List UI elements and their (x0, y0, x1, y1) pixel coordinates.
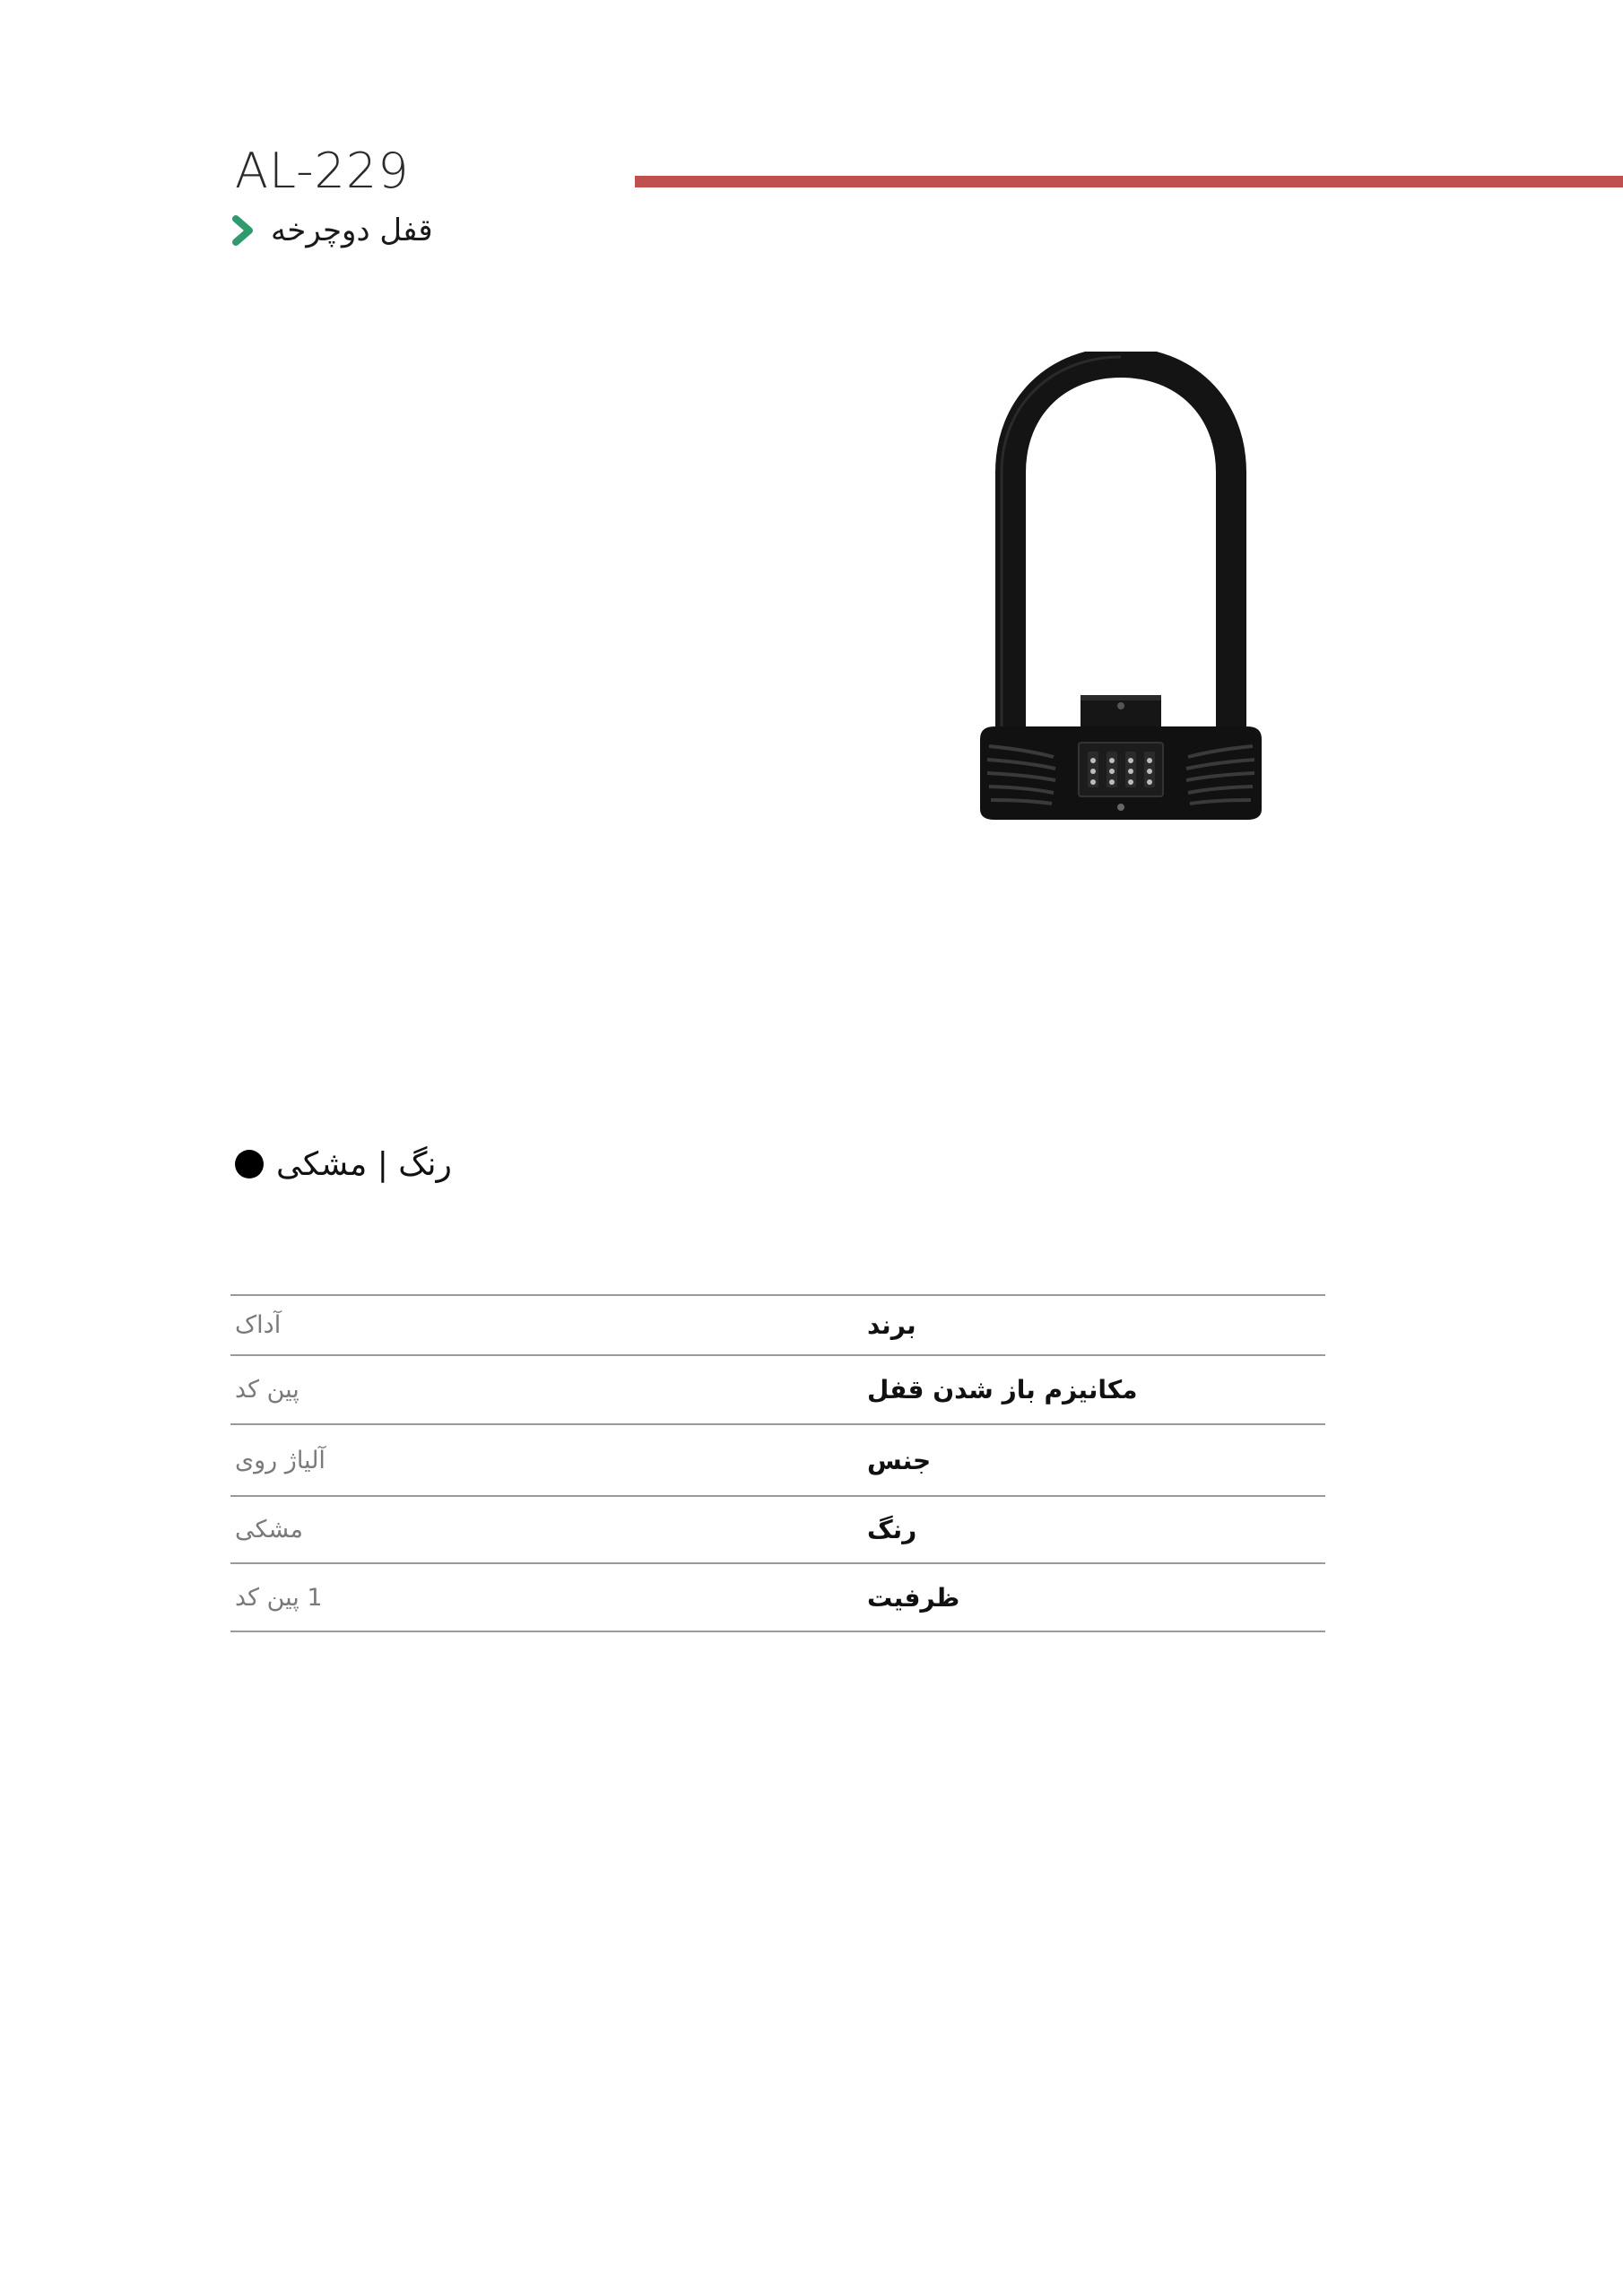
color-option (235, 1141, 452, 1187)
spec-key: ظرفیت (867, 1582, 960, 1613)
product-subtitle (231, 208, 433, 253)
spec-row (230, 1563, 1325, 1631)
spec-value: آداک (235, 1311, 282, 1339)
accent-divider (635, 176, 1623, 187)
specs-table (230, 1294, 1325, 1632)
u-lock-image (973, 352, 1269, 827)
spec-row (230, 1295, 1325, 1355)
color-swatch[interactable] (235, 1150, 264, 1178)
product-name: قفل دوچرخه (271, 213, 433, 248)
spec-value: مشکی (235, 1516, 303, 1544)
model-code: AL-229 (235, 143, 410, 199)
spec-key: برند (867, 1310, 916, 1340)
spec-row (230, 1355, 1325, 1424)
spec-row (230, 1424, 1325, 1496)
spec-value: پین کد (235, 1376, 299, 1404)
spec-key: مکانیزم باز شدن قفل (867, 1375, 1138, 1405)
color-label: رنگ | مشکی (276, 1145, 452, 1183)
spec-key: رنگ (867, 1515, 917, 1544)
spec-row (230, 1496, 1325, 1563)
chevron-right-icon (231, 215, 256, 246)
spec-value: 1 پین کد (235, 1583, 323, 1612)
spec-value: آلیاژ روی (235, 1446, 325, 1474)
spec-key: جنس (867, 1445, 932, 1475)
